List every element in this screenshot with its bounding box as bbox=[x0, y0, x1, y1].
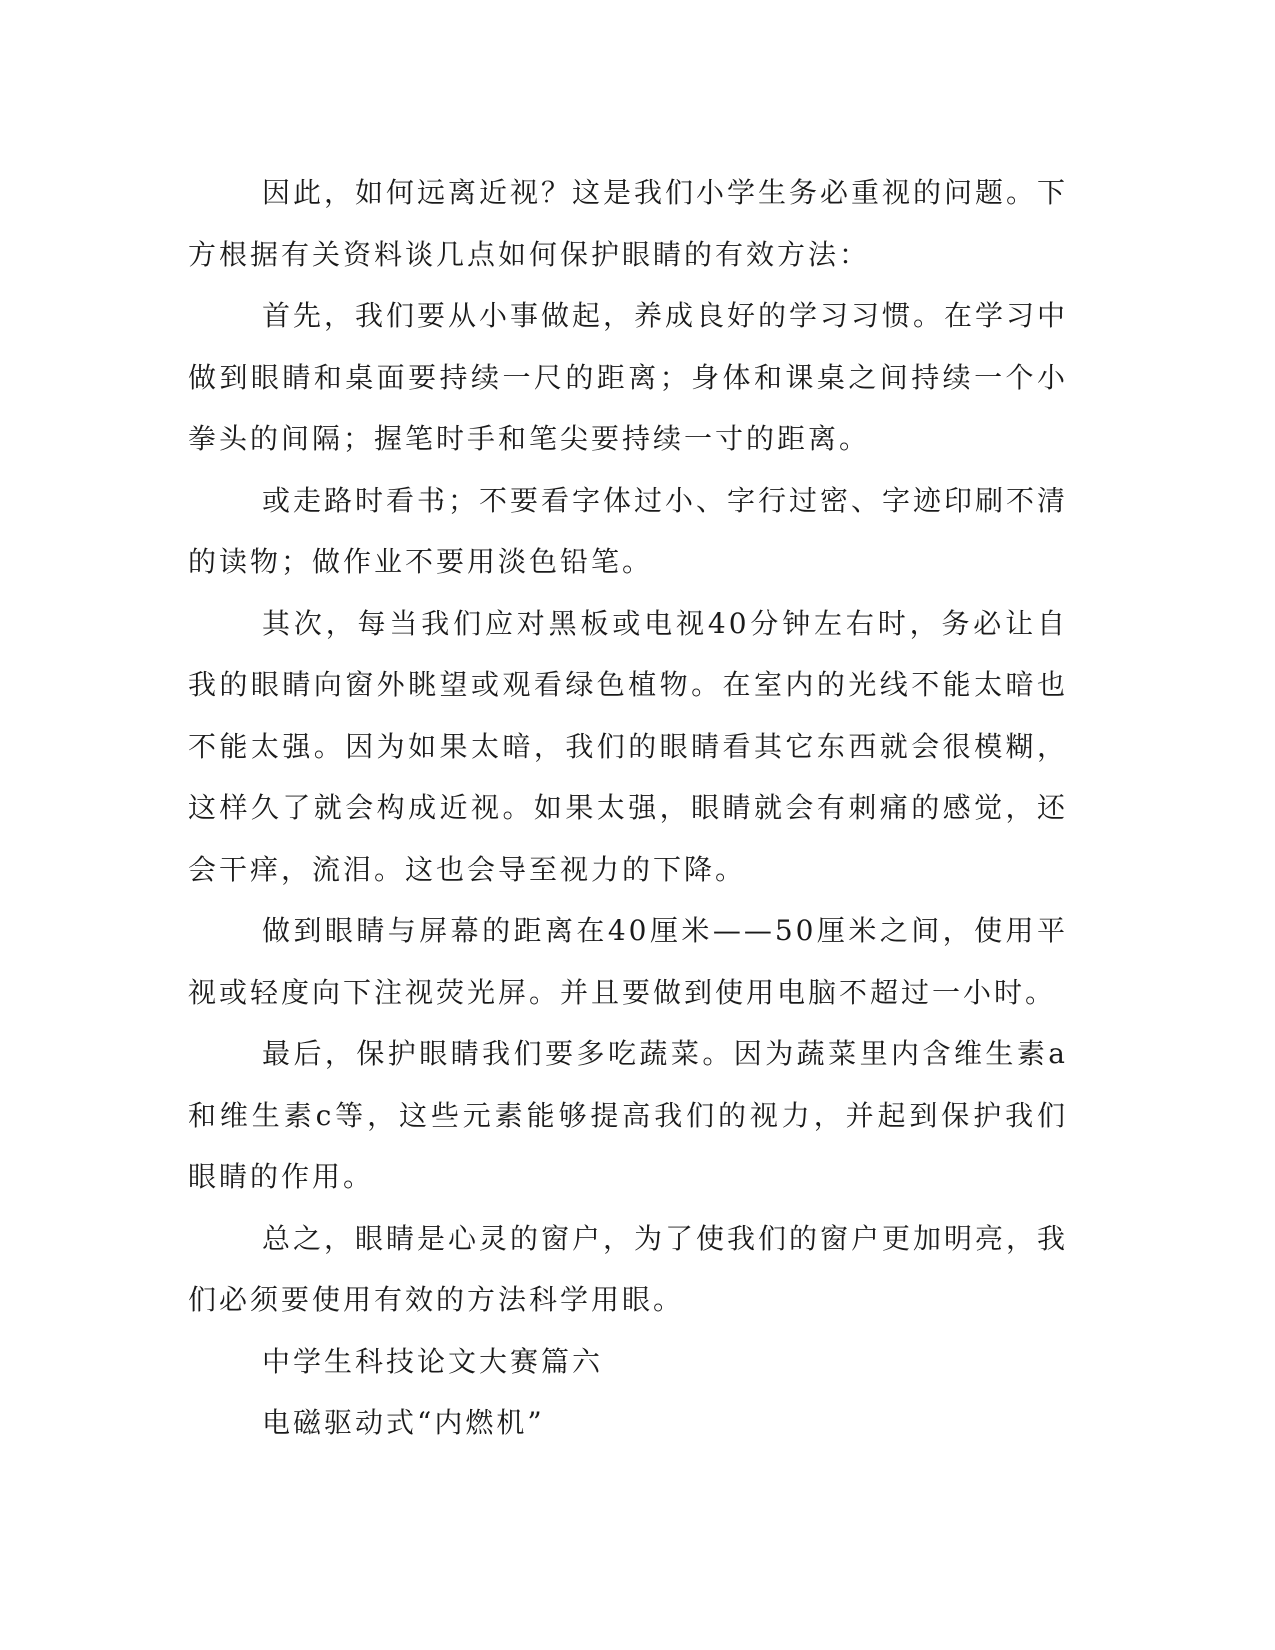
article-title: 电磁驱动式“内燃机” bbox=[262, 1406, 545, 1439]
section-title: 中学生科技论文大赛篇六 bbox=[262, 1344, 604, 1378]
paragraph-6: 最后，保护眼睛我们要多吃蔬菜。因为蔬菜里内含维生素a和维生素c等，这些元素能够提高我们的视力，并起到保护我们眼睛的作用。 bbox=[188, 1037, 1068, 1193]
paragraph-1: 因此，如何远离近视？这是我们小学生务必重视的问题。下方根据有关资料谈几点如何保护眼睛的有效方法： bbox=[188, 176, 1069, 271]
paragraph-2: 首先，我们要从小事做起，养成良好的学习习惯。在学习中做到眼睛和桌面要持续一尺的距离；身体和课桌之间持续一个小拳头的间隔；握笔时手和笔尖要持续一寸的距离。 bbox=[188, 299, 1069, 455]
paragraph-3: 或走路时看书；不要看字体过小、字行过密、字迹印刷不清的读物；做作业不要用淡色铅笔。 bbox=[188, 483, 1069, 578]
paragraph-7: 总之，眼睛是心灵的窗户，为了使我们的窗户更加明亮，我们必须要使用有效的方法科学用眼。 bbox=[188, 1221, 1069, 1316]
paragraph-5: 做到眼睛与屏幕的距离在40厘米——50厘米之间，使用平视或轻度向下注视荧光屏。并且要做到使用电脑不超过一小时。 bbox=[188, 914, 1068, 1009]
document-body bbox=[188, 162, 1068, 1454]
paragraph-4: 其次，每当我们应对黑板或电视40分钟左右时，务必让自我的眼睛向窗外眺望或观看绿色植物。在室内的光线不能太暗也不能太强。因为如果太暗，我们的眼睛看其它东西就会很模糊，这样久了就会构成近视。如果太强，眼睛就会有刺痛的感觉，还会干痒，流泪。这也会导至视力的下降。 bbox=[188, 606, 1068, 886]
